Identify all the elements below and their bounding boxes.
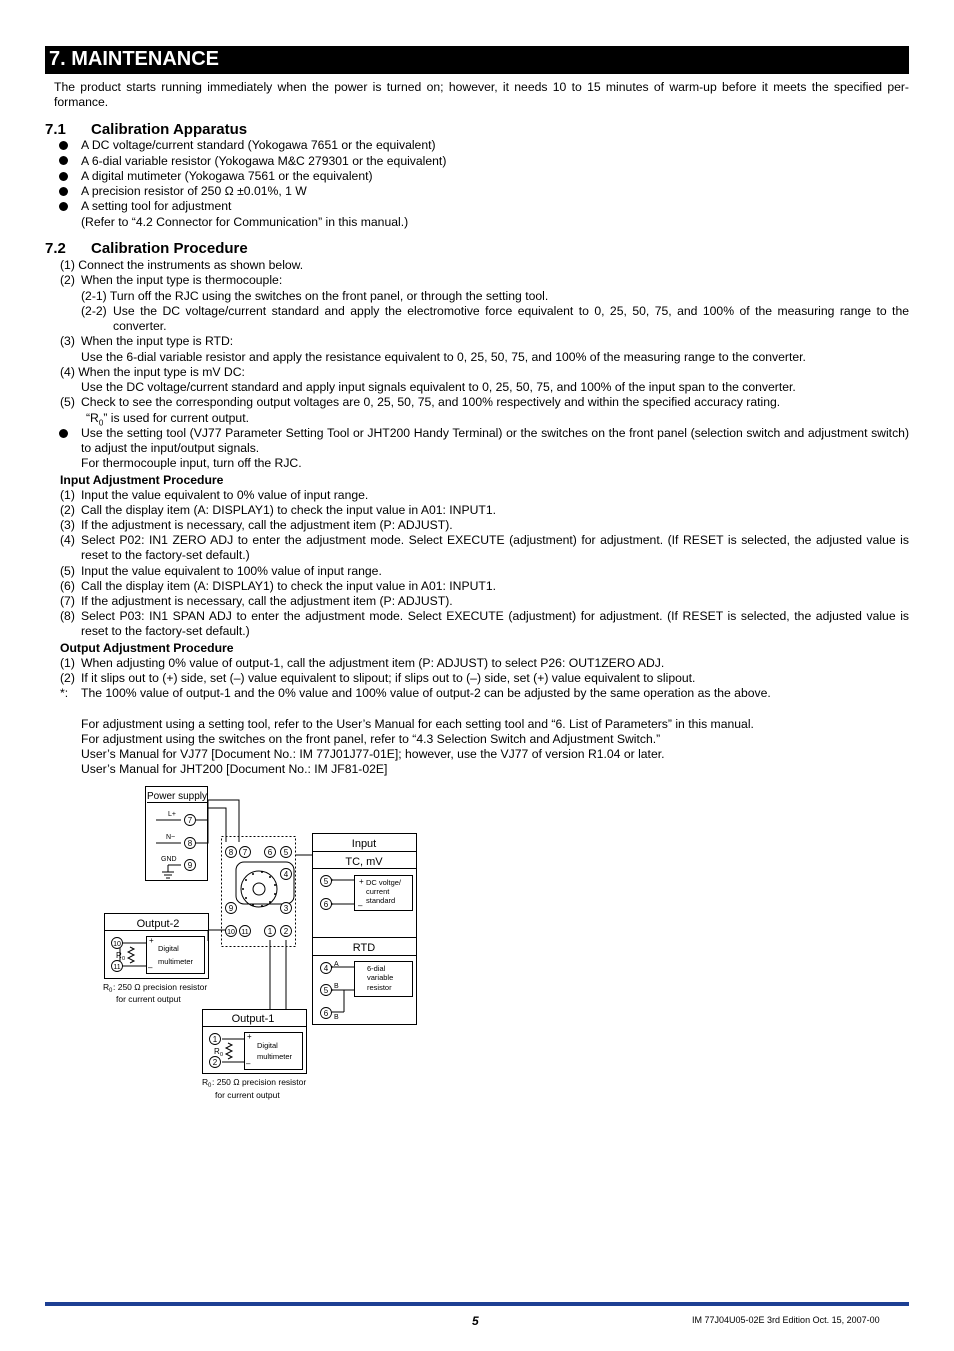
apparatus-item: A DC voltage/current standard (Yokogawa 7651 or the equivalent)	[81, 138, 436, 152]
dc-standard-label: DC voltge/	[366, 878, 402, 887]
multimeter-label: Digital	[158, 944, 179, 953]
terminal-6: 6	[323, 900, 329, 909]
r0-label: R	[214, 1047, 220, 1056]
intro-paragraph: The product starts running immediately when the power is turned on; however, it needs 10 to 15 minutes of warm-up before it meets the specified per-formance.	[54, 80, 909, 109]
rjc-note: For thermocouple input, turn off the RJC.	[81, 456, 302, 470]
procedure-step-4: (4) When the input type is mV DC:	[60, 365, 245, 379]
step-number: *:	[60, 686, 69, 700]
step-number: (1)	[60, 488, 75, 502]
apparatus-item: A precision resistor of 250 Ω ±0.01%, 1 W	[81, 184, 307, 198]
step-number: (2-2)	[81, 304, 107, 318]
terminal-6: 6	[267, 848, 273, 857]
r0-subscript: 0	[122, 956, 126, 962]
step-number: (2)	[60, 671, 75, 685]
multimeter-label: multimeter	[257, 1052, 293, 1061]
step-number: (3)	[60, 518, 75, 532]
step-number: (3)	[60, 334, 75, 348]
step-number: (8)	[60, 609, 75, 623]
setting-tool-note: Use the setting tool (VJ77 Parameter Setting Tool or JHT200 Handy Terminal) or the switches on the front panel (selection switch and adjustment switch) to adjust the input/output signals.	[81, 426, 909, 455]
r0-note-text: for current output	[215, 1090, 280, 1100]
output-1-label: Output-1	[231, 1013, 275, 1025]
minus-sign: –	[246, 1059, 251, 1068]
procedure-step-4-detail: Use the DC voltage/current standard and apply input signals equivalent to 0, 25, 50, 75, and 100% of the input span to the converter.	[81, 380, 796, 394]
input-adj-step: Call the display item (A: DISPLAY1) to check the input value in A01: INPUT1.	[81, 503, 497, 517]
input-adj-step: Input the value equivalent to 0% value of input range.	[81, 488, 369, 502]
procedure-step-2-1: (2-1) Turn off the RJC using the switches on the front panel, or through the setting tool.	[81, 289, 549, 303]
section-7-2-title: Calibration Procedure	[91, 240, 248, 257]
reference-note: For adjustment using the switches on the front panel, refer to “4.3 Selection Switch and Adjustment Switch.”	[81, 732, 661, 746]
resistor-label: variable	[367, 973, 394, 982]
r0-note: “$R_0$” is used for current output.	[86, 411, 249, 428]
terminal-2: 2	[212, 1058, 218, 1067]
dc-standard-label: current	[366, 887, 390, 896]
multimeter-label: multimeter	[158, 957, 194, 966]
output-adjustment-heading: Output Adjustment Procedure	[60, 641, 234, 655]
r0-note-r: R	[202, 1077, 209, 1087]
r0-note-sub: 0	[208, 1083, 212, 1089]
section-7-1-title: Calibration Apparatus	[91, 121, 248, 138]
step-number: (4)	[60, 533, 75, 547]
plus-sign: +	[149, 936, 154, 945]
document-id: IM 77J04U05-02E 3rd Edition Oct. 15, 2007-00	[692, 1315, 880, 1325]
apparatus-item: A setting tool for adjustment	[81, 199, 232, 213]
terminal-1: 1	[212, 1035, 218, 1044]
output-2-label: Output-2	[136, 918, 180, 930]
terminal-9: 9	[187, 861, 193, 870]
terminal-10: 10	[227, 929, 235, 936]
terminal-9: 9	[228, 904, 234, 913]
dc-standard-label: standard	[366, 896, 396, 905]
procedure-step-2-2: Use the DC voltage/current standard and apply the electromotive force equivalent to 0, 25, 50, 75, and 100% of the measuring range to the converter.	[113, 304, 909, 333]
plus-sign: +	[247, 1032, 252, 1041]
terminal-11: 11	[113, 964, 121, 971]
rtd-terminal-a: A	[334, 961, 339, 968]
apparatus-note: (Refer to “4.2 Connector for Communication” in this manual.)	[81, 215, 409, 229]
apparatus-item: A 6-dial variable resistor (Yokogawa M&C 279301 or the equivalent)	[81, 154, 447, 168]
terminal-6: 6	[323, 1009, 329, 1018]
n-minus-label: N−	[166, 834, 176, 841]
reference-note: User’s Manual for JHT200 [Document No.: IM JF81-02E]	[81, 762, 388, 776]
gnd-label: GND	[161, 856, 177, 863]
reference-note: User’s Manual for VJ77 [Document No.: IM 77J01J77-01E]; however, use the VJ77 of version R1.04 or later.	[81, 747, 665, 761]
step-number: (7)	[60, 594, 75, 608]
section-7-2-number: 7.2	[45, 240, 66, 257]
footer-rule	[45, 1302, 909, 1306]
r0-label: R	[116, 951, 122, 960]
terminal-11: 11	[241, 929, 249, 936]
terminal-5: 5	[323, 986, 329, 995]
step-number: (5)	[60, 395, 75, 409]
input-adj-step: If the adjustment is necessary, call the adjustment item (P: ADJUST).	[81, 594, 453, 608]
l-plus-label: L+	[168, 811, 176, 818]
r0-note-text: for current output	[116, 994, 181, 1004]
section-title: 7. MAINTENANCE	[49, 48, 220, 70]
terminal-7: 7	[242, 848, 248, 857]
terminal-5: 5	[323, 877, 329, 886]
input-adjustment-heading: Input Adjustment Procedure	[60, 473, 224, 487]
terminal-8: 8	[187, 839, 193, 848]
power-supply-label: Power supply	[147, 791, 208, 802]
step-number: (2)	[60, 273, 75, 287]
procedure-step-1: (1) Connect the instruments as shown below.	[60, 258, 304, 272]
step-number: (6)	[60, 579, 75, 593]
resistor-label: 6-dial	[367, 964, 386, 973]
terminal-4: 4	[283, 870, 289, 879]
step-number: (2)	[60, 503, 75, 517]
minus-sign: –	[358, 901, 363, 910]
page-number: 5	[472, 1314, 479, 1328]
procedure-step-5: Check to see the corresponding output voltages are 0, 25, 50, 75, and 100% respectively and within the specified accuracy rating.	[81, 395, 781, 409]
output-adj-step: If it slips out to (+) side, set (–) value equivalent to slipout; if slips out to (–) side, set (+) value equivalent to slipout.	[81, 671, 696, 685]
input-adj-step: Input the value equivalent to 100% value of input range.	[81, 564, 382, 578]
terminal-3: 3	[283, 904, 289, 913]
reference-note: For adjustment using a setting tool, refer to the User’s Manual for each setting tool and “6. List of Parameters” in this manual.	[81, 717, 754, 731]
r0-subscript: 0	[220, 1052, 224, 1058]
rtd-terminal-b: B	[334, 983, 339, 990]
procedure-step-3: When the input type is RTD:	[81, 334, 234, 348]
r0-note-sub: 0	[109, 988, 113, 994]
terminal-7: 7	[187, 816, 193, 825]
input-adj-step: Call the display item (A: DISPLAY1) to check the input value in A01: INPUT1.	[81, 579, 497, 593]
rtd-terminal-b: B	[334, 1014, 339, 1021]
minus-sign: –	[148, 963, 153, 972]
procedure-step-3-detail: Use the 6-dial variable resistor and apply the resistance equivalent to 0, 25, 50, 75, and 100% of the measuring range to the converter.	[81, 350, 806, 364]
r0-note-text: : 250 Ω precision resistor	[113, 982, 208, 992]
input-adj-step: Select P02: IN1 ZERO ADJ to enter the adjustment mode. Select EXECUTE (adjustment) for adjustment. (If RESET is selected, the adjusted value is reset to the factory-set default.)	[81, 533, 909, 562]
terminal-5: 5	[283, 848, 289, 857]
plus-sign: +	[359, 877, 364, 886]
procedure-step-2: When the input type is thermocouple:	[81, 273, 283, 287]
terminal-8: 8	[228, 848, 234, 857]
terminal-1: 1	[267, 927, 273, 936]
terminal-4: 4	[323, 964, 329, 973]
output-adj-step: When adjusting 0% value of output-1, call the adjustment item (P: ADJUST) to select P26: OUT1ZERO ADJ.	[81, 656, 665, 670]
section-7-1-number: 7.1	[45, 121, 66, 138]
r0-note-text: : 250 Ω precision resistor	[212, 1077, 307, 1087]
output-adj-step: The 100% value of output-1 and the 0% value and 100% value of output-2 can be adjusted by the same operation as the above.	[81, 686, 771, 700]
terminal-10: 10	[113, 941, 121, 948]
resistor-label: resistor	[367, 983, 392, 992]
multimeter-label: Digital	[257, 1041, 278, 1050]
input-adj-step: Select P03: IN1 SPAN ADJ to enter the adjustment mode. Select EXECUTE (adjustment) for adjustment. (If RESET is selected, the adjusted value is reset to the factory-set default.)	[81, 609, 909, 638]
rtd-label: RTD	[352, 942, 376, 954]
step-number: (1)	[60, 656, 75, 670]
input-label: Input	[351, 838, 377, 850]
step-number: (5)	[60, 564, 75, 578]
apparatus-item: A digital mutimeter (Yokogawa 7561 or the equivalent)	[81, 169, 373, 183]
tc-mv-label: TC, mV	[345, 856, 383, 868]
r0-note-r: R	[103, 982, 110, 992]
input-adj-step: If the adjustment is necessary, call the adjustment item (P: ADJUST).	[81, 518, 453, 532]
terminal-2: 2	[283, 927, 289, 936]
